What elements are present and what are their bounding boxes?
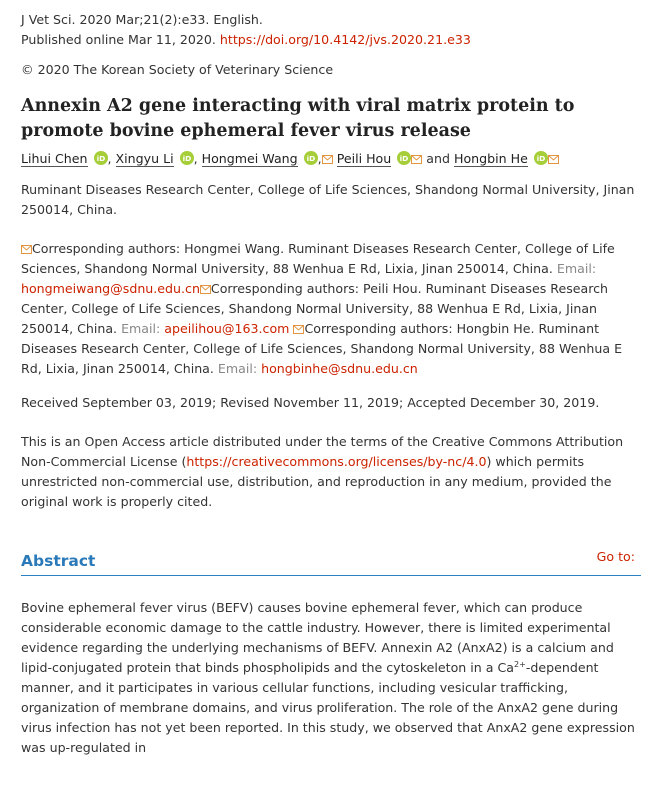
mail-icon[interactable] <box>411 155 422 164</box>
svg-text:iD: iD <box>399 153 409 163</box>
published-date: Published online Mar 11, 2020. <box>21 32 216 47</box>
svg-text:iD: iD <box>306 153 316 163</box>
affiliation: Ruminant Diseases Research Center, College of Life Sciences, Shandong Normal University, Jinan 250014, China. <box>21 182 635 217</box>
doi-link[interactable]: https://doi.org/10.4142/jvs.2020.21.e33 <box>219 32 471 47</box>
email-link[interactable]: apeilihou@163.com <box>164 321 290 336</box>
license-link[interactable]: https://creativecommons.org/licenses/by-nc/4.0 <box>186 454 487 469</box>
abstract-header <box>21 547 641 576</box>
copyright: © 2020 The Korean Society of Veterinary Science <box>21 62 334 77</box>
email-link[interactable]: hongmeiwang@sdnu.edu.cn <box>21 281 200 296</box>
abstract-text: Bovine ephemeral fever virus (BEFV) causes bovine ephemeral fever, which can produce considerable economic damage to the cattle industry. However, there is limited experimental evidence regarding the underlying mechanisms of BEFV. Annexin A2 (AnxA2) is a calcium and lipid-conjugated protein that binds phospholipids and the cytoskeleton in a $Ca^{2+}$-dependent manner, and it participates in various cellular functions, including vesicular trafficking, organization of membrane domains, and virus proliferation. The role of the AnxA2 gene during virus infection has not yet been reported. In this study, we observed that AnxA2 gene expression was up-regulated in <box>21 600 635 755</box>
email-link[interactable]: hongbinhe@sdnu.edu.cn <box>261 361 418 376</box>
author-list: Lihui Chen iD , Xingyu Li iD , Hongmei Wang iD , Peili Hou iD and Hongbin He iD <box>21 148 641 170</box>
mail-icon <box>200 285 211 294</box>
svg-text:iD: iD <box>182 153 191 163</box>
email-label: Email: <box>121 321 161 336</box>
orcid-icon[interactable] <box>534 151 548 165</box>
email-label: Email: <box>217 361 258 376</box>
author-name[interactable]: Lihui Chen <box>21 151 88 166</box>
abstract-heading: Abstract <box>21 552 96 570</box>
mail-icon[interactable] <box>322 155 333 164</box>
author-name[interactable]: Peili Hou <box>336 151 392 166</box>
mail-icon <box>293 325 304 334</box>
license-statement: This is an Open Access article distributed under the terms of the Creative Commons Attribution Non-Commercial License (https://creativecommons.org/licenses/by-nc/4.0) which permits unrestricted non-commercial use, distribution, and reproduction in any medium, provided the original work is properly cited. <box>21 434 624 509</box>
orcid-icon[interactable] <box>180 151 194 165</box>
orcid-icon[interactable] <box>397 151 411 165</box>
orcid-icon[interactable] <box>94 151 108 165</box>
mail-icon[interactable] <box>548 155 559 164</box>
author-name[interactable]: Hongmei Wang <box>201 151 298 166</box>
goto-link[interactable]: Go to: <box>596 549 635 564</box>
citation: J Vet Sci. 2020 Mar;21(2):e33. English. <box>21 12 263 27</box>
email-label: Email: <box>556 261 597 276</box>
svg-text:iD: iD <box>96 153 105 163</box>
corresp-text: Corresponding authors: Peili Hou. Ruminant Diseases Research Center, College of Life Sciences, Shandong Normal University, 88 Wenhua E Rd, Lixia, Jinan 250014, China. <box>21 281 609 336</box>
author-name[interactable]: Xingyu Li <box>115 151 174 166</box>
author-name[interactable]: Hongbin He <box>453 151 528 166</box>
mail-icon <box>21 245 32 254</box>
orcid-icon[interactable] <box>304 151 318 165</box>
corresponding-authors <box>21 239 641 379</box>
article-title: Annexin A2 gene interacting with viral matrix protein to promote bovine ephemeral fever virus release <box>21 96 575 141</box>
corresp-text: Corresponding authors: Hongbin He. Ruminant Diseases Research Center, College of Life Sciences, Shandong Normal University, 88 Wenhua E Rd, Lixia, Jinan 250014, China. <box>21 321 623 376</box>
published-line <box>21 30 641 50</box>
superscript: 2+ <box>514 659 526 669</box>
svg-text:iD: iD <box>536 153 546 163</box>
article-dates: Received September 03, 2019; Revised November 11, 2019; Accepted December 30, 2019. <box>21 395 600 410</box>
corresp-text: Corresponding authors: Hongmei Wang. Ruminant Diseases Research Center, College of Life Sciences, Shandong Normal University, 88 Wenhua E Rd, Lixia, Jinan 250014, China. <box>21 241 615 276</box>
